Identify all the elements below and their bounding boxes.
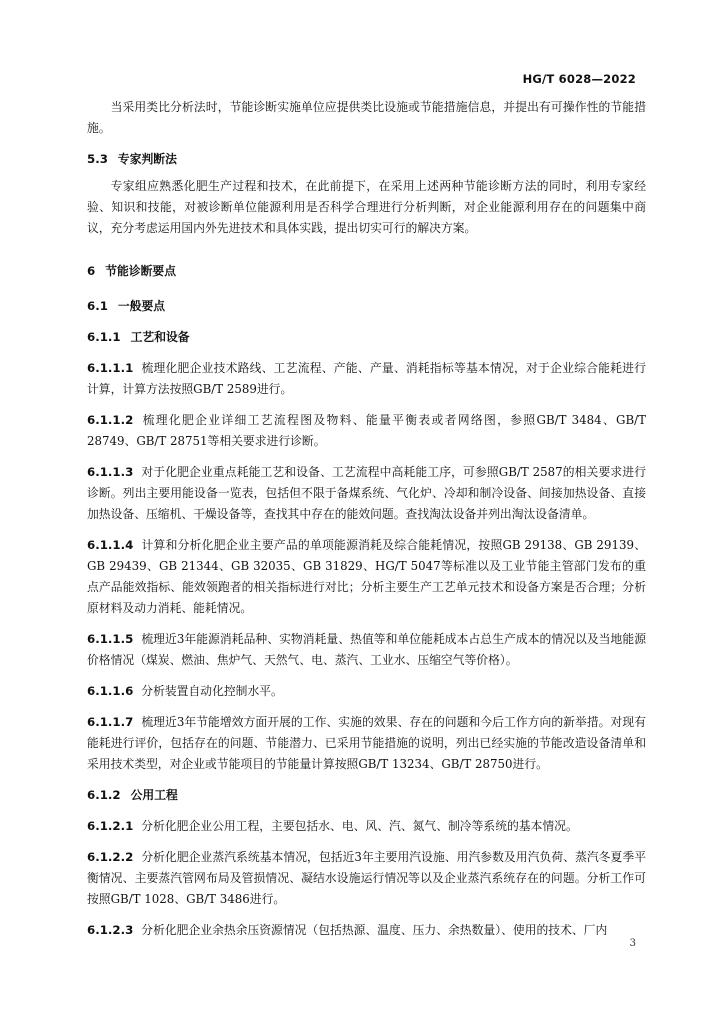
clause-6-1-2-1	[87, 816, 646, 837]
section-title: 工艺和设备	[130, 330, 190, 344]
clause-text: 分析化肥企业公用工程，主要包括水、电、风、汽、氮气、制冷等系统的基本情况。	[141, 819, 578, 833]
clause-6-1-1-3	[87, 462, 646, 525]
intro-paragraph: 当采用类比分析法时，节能诊断实施单位应提供类比设施或节能措施信息，并提出有可操作性的节能措施。	[87, 100, 646, 135]
section-number: 6.1.1	[87, 330, 121, 344]
page-number: 3	[629, 938, 636, 949]
clause-text: 梳理化肥企业详细工艺流程图及物料、能量平衡表或者网络图，参照GB/T 3484、GB/T 28749、GB/T 28751等相关要求进行诊断。	[87, 413, 646, 448]
clause-text: 梳理化肥企业技术路线、工艺流程、产能、产量、消耗指标等基本情况，对于企业综合能耗进行计算，计算方法按照GB/T 2589进行。	[87, 361, 646, 396]
section-6-1-2-heading	[87, 785, 646, 806]
section-6-heading	[87, 261, 646, 282]
clause-6-1-1-2	[87, 410, 646, 452]
section-6-1-heading	[87, 296, 646, 317]
clause-text: 分析化肥企业蒸汽系统基本情况，包括近3年主要用汽设施、用汽参数及用汽负荷、蒸汽冬夏季平衡情况、主要蒸汽管网布局及管损情况、凝结水设施运行情况等以及企业蒸汽系统存在的问题。分析工作可按照GB/T 1028、GB/T 3486进行。	[87, 850, 646, 906]
section-title: 公用工程	[130, 788, 178, 802]
clause-text: 梳理近3年能源消耗品种、实物消耗量、热值等和单位能耗成本占总生产成本的情况以及当地能源价格情况（煤炭、燃油、焦炉气、天然气、电、蒸汽、工业水、压缩空气等价格）。	[87, 632, 646, 667]
clause-6-1-1-7	[87, 712, 646, 775]
section-number: 6.1	[87, 299, 108, 313]
section-number: 6.1.2	[87, 788, 121, 802]
clause-6-1-1-6	[87, 681, 646, 702]
page-content	[87, 97, 646, 941]
clause-text: 对于化肥企业重点耗能工艺和设备、工艺流程中高耗能工序，可参照GB/T 2587的相关要求进行诊断。列出主要用能设备一览表，包括但不限于备煤系统、气化炉、冷却和制冷设备、间接加热设备、直接加热设备、压缩机、干燥设备等，查找其中存在的能效问题。查找淘汰设备并列出淘汰设备清单。	[87, 465, 646, 521]
clause-number: 6.1.1.2	[87, 413, 134, 427]
standard-number: HG/T 6028—2022	[522, 72, 636, 86]
clause-number: 6.1.2.2	[87, 850, 134, 864]
section-title: 专家判断法	[117, 152, 177, 166]
clause-number: 6.1.1.5	[87, 632, 134, 646]
clause-6-1-1-4	[87, 535, 646, 619]
clause-text: 分析装置自动化控制水平。	[141, 684, 283, 698]
clause-number: 6.1.1.7	[87, 715, 134, 729]
clause-6-1-2-3	[87, 920, 646, 941]
section-5-3-heading	[87, 149, 646, 170]
section-6-1-1-heading	[87, 327, 646, 348]
clause-text: 分析化肥企业余热余压资源情况（包括热源、温度、压力、余热数量）、使用的技术、厂内	[141, 923, 608, 937]
clause-number: 6.1.2.1	[87, 819, 134, 833]
clause-number: 6.1.1.1	[87, 361, 134, 375]
clause-text: 梳理近3年节能增效方面开展的工作、实施的效果、存在的问题和今后工作方向的新举措。对现有能耗进行评价，包括存在的问题、节能潜力、已采用节能措施的说明，列出已经实施的节能改造设备清单和采用技术类型，对企业或节能项目的节能量计算按照GB/T 13234、GB/T 28750进行。	[87, 715, 646, 771]
clause-6-1-1-5	[87, 629, 646, 671]
section-title: 节能诊断要点	[105, 264, 177, 278]
section-5-3-text: 专家组应熟悉化肥生产过程和技术，在此前提下，在采用上述两种节能诊断方法的同时，利用专家经验、知识和技能，对被诊断单位能源利用是否科学合理进行分析判断，对企业能源利用存在的问题集中商议，充分考虑运用国内外先进技术和具体实践，提出切实可行的解决方案。	[87, 179, 646, 235]
section-number: 6	[87, 264, 96, 278]
clause-number: 6.1.1.4	[87, 538, 134, 552]
section-title: 一般要点	[117, 299, 166, 313]
clause-number: 6.1.1.3	[87, 465, 134, 479]
clause-text: 计算和分析化肥企业主要产品的单项能源消耗及综合能耗情况，按照GB 29138、GB 29139、GB 29439、GB 21344、GB 32035、GB 31829、HG/T 5047等标准以及工业节能主管部门发布的重点产品能效指标、能效领跑者的相关指标进行对比；分析主要生产工艺单元技术和设备方案是否合理；分析原材料及动力消耗、能耗情况。	[87, 538, 646, 615]
section-number: 5.3	[87, 152, 108, 166]
clause-6-1-2-2	[87, 847, 646, 910]
clause-number: 6.1.2.3	[87, 923, 134, 937]
clause-6-1-1-1	[87, 358, 646, 400]
clause-number: 6.1.1.6	[87, 684, 134, 698]
